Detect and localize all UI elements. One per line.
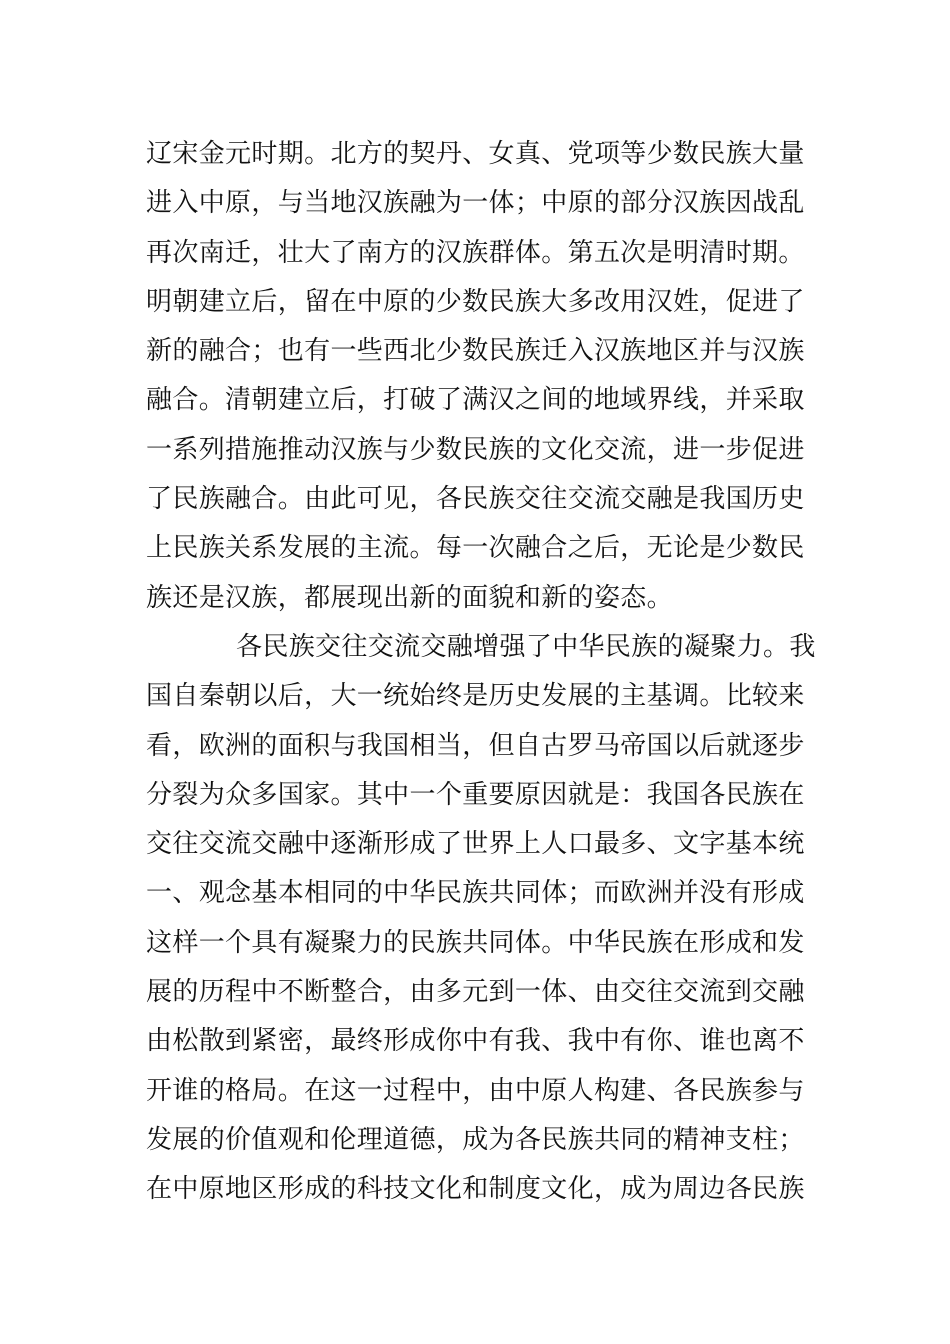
text-line: 上民族关系发展的主流。每一次融合之后，无论是少数民 [146,533,805,564]
text-line: 国自秦朝以后，大一统始终是历史发展的主基调。比较来 [146,681,805,712]
text-line: 进入中原，与当地汉族融为一体；中原的部分汉族因战乱 [146,188,805,219]
text-line: 辽宋金元时期。北方的契丹、女真、党项等少数民族大量 [146,139,805,169]
text-line: 族还是汉族，都展现出新的面貌和新的姿态。 [146,582,674,613]
text-line: 发展的价值观和伦理道德，成为各民族共同的精神支柱； [146,1124,805,1155]
text-line: 了民族融合。由此可见，各民族交往交流交融是我国历史 [146,484,805,515]
text-line: 分裂为众多国家。其中一个重要原因就是：我国各民族在 [146,779,805,810]
text-line: 在中原地区形成的科技文化和制度文化，成为周边各民族 [146,1174,805,1205]
paragraph-first-line: 各民族交往交流交融增强了中华民族的凝聚力。我 [236,631,816,662]
body-text [146,130,816,1215]
text-line: 明朝建立后，留在中原的少数民族大多改用汉姓，促进了 [146,286,805,317]
text-line: 一、观念基本相同的中华民族共同体；而欧洲并没有形成 [146,878,805,909]
text-line: 展的历程中不断整合，由多元到一体、由交往交流到交融 [146,977,805,1008]
text-line: 这样一个具有凝聚力的民族共同体。中华民族在形成和发 [146,927,805,958]
text-line: 一系列措施推动汉族与少数民族的文化交流，进一步促进 [146,434,805,465]
text-line: 交往交流交融中逐渐形成了世界上人口最多、文字基本统 [146,829,805,860]
text-line: 由松散到紧密，最终形成你中有我、我中有你、谁也离不 [146,1026,805,1057]
text-line: 融合。清朝建立后，打破了满汉之间的地域界线，并采取 [146,385,805,416]
text-line: 新的融合；也有一些西北少数民族迁入汉族地区并与汉族 [146,336,805,367]
text-line: 开谁的格局。在这一过程中，由中原人构建、各民族参与 [146,1075,805,1106]
text-line: 再次南迁，壮大了南方的汉族群体。第五次是明清时期。 [146,237,805,268]
text-line: 看，欧洲的面积与我国相当，但自古罗马帝国以后就逐步 [146,730,805,761]
